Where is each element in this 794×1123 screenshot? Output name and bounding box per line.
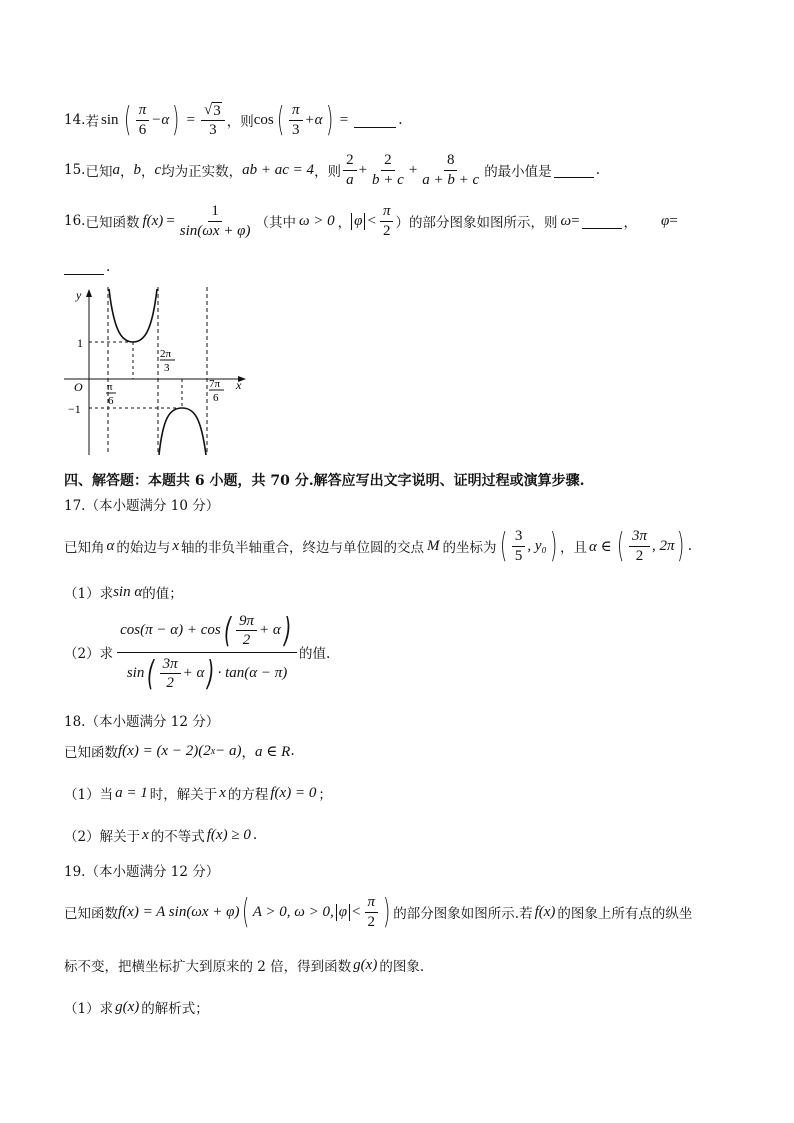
question-14: 14. 若 sin ( $\frac{\pi}{6}$ −α ) = √ 3 3 ，则 cos ( $\frac{\pi}{3}$ +α ) = . [64, 100, 403, 140]
label-pi6-num: π [107, 381, 113, 393]
label-2pi3-num: 2π [160, 348, 172, 360]
label-neg-one: −1 [68, 402, 81, 416]
question-17-part1: （1）求 sin α 的值； [64, 583, 183, 602]
function-graph [64, 287, 248, 455]
label-pi6-den: 6 [108, 395, 114, 407]
question-16: 16. 已知函数 f(x) = $\frac{1}{\sin(\omega x + \varphi)}$ （其中 ω > 0 ， φ < $\frac{\pi}{2}$ ）的部分图象如图所示，则 ω = ， φ = [64, 203, 678, 239]
answer-blank-14[interactable] [354, 113, 396, 128]
answer-blank-15[interactable] [554, 163, 594, 178]
section-4-heading: 四、解答题：本题共 6 小题，共 70 分.解答应写出文字说明、证明过程或演算步骤. [64, 473, 585, 489]
question-17-part2: （2）求 cos(π − α) + cos ( $\frac{9\pi}{2}$ + α ) sin ( $\frac{3\pi}{2}$ + α ) · tan(α − π) 的值. [64, 610, 331, 694]
question-19-stem-continued: 标不变，把横坐标扩大到原来的 2 倍，得到函数 g(x) 的图象. [64, 956, 425, 975]
label-x: x [236, 378, 242, 392]
question-18-part2: （2）解关于 x 的不等式 f(x) ≥ 0 . [64, 826, 258, 845]
label-y: y [76, 288, 82, 302]
question-16-continued: . [64, 258, 110, 276]
fraction-sqrt3-3: √ 3 3 [201, 102, 225, 139]
label-one: 1 [77, 336, 83, 350]
question-15: 15. 已知 a ， b ， c 均为正实数， ab + ac = 4 ，则 $\frac{2}{a}$ + $\frac{2}{b + c}$ + $\frac{8}{a + b + c}$ 的最小值是 . [64, 152, 600, 188]
question-17-stem: 已知角 α 的始边与 x 轴的非负半轴重合，终边与单位圆的交点 M 的坐标为 ( $\frac{3}{5}$ , y₀ ) ，且 α ∈ ( $\frac{3\pi}{2}$ , 2π ) . [64, 526, 693, 566]
question-18-header: 18.（本小题满分 12 分） [64, 714, 220, 730]
question-19-header: 19.（本小题满分 12 分） [64, 864, 220, 880]
answer-blank-16-phi[interactable] [64, 260, 104, 275]
question-18-stem: 已知函数 f(x) = (x − 2)(2 x − a) ， a ∈ R . [64, 742, 295, 761]
label-7pi6-num: 7π [209, 378, 221, 390]
fraction-pi-6: $\frac{\pi}{6}$ [136, 102, 150, 138]
question-19-stem: 已知函数 f(x) = A sin(ωx + φ) ( A > 0, ω > 0, φ < $\frac{\pi}{2}$ ) 的部分图象如图所示.若 f(x) 的图象上所有点的纵坐 [64, 892, 693, 932]
question-17-header: 17.（本小题满分 10 分） [64, 498, 220, 514]
label-2pi3-den: 3 [164, 362, 170, 374]
label-7pi6-den: 6 [213, 392, 219, 404]
label-origin: O [74, 380, 83, 394]
question-19-part1: （1）求 g(x) 的解析式； [64, 998, 209, 1017]
question-18-part1: （1）当 a = 1 时，解关于 x 的方程 f(x) = 0 ； [64, 784, 332, 803]
answer-blank-16-omega[interactable] [582, 214, 622, 229]
